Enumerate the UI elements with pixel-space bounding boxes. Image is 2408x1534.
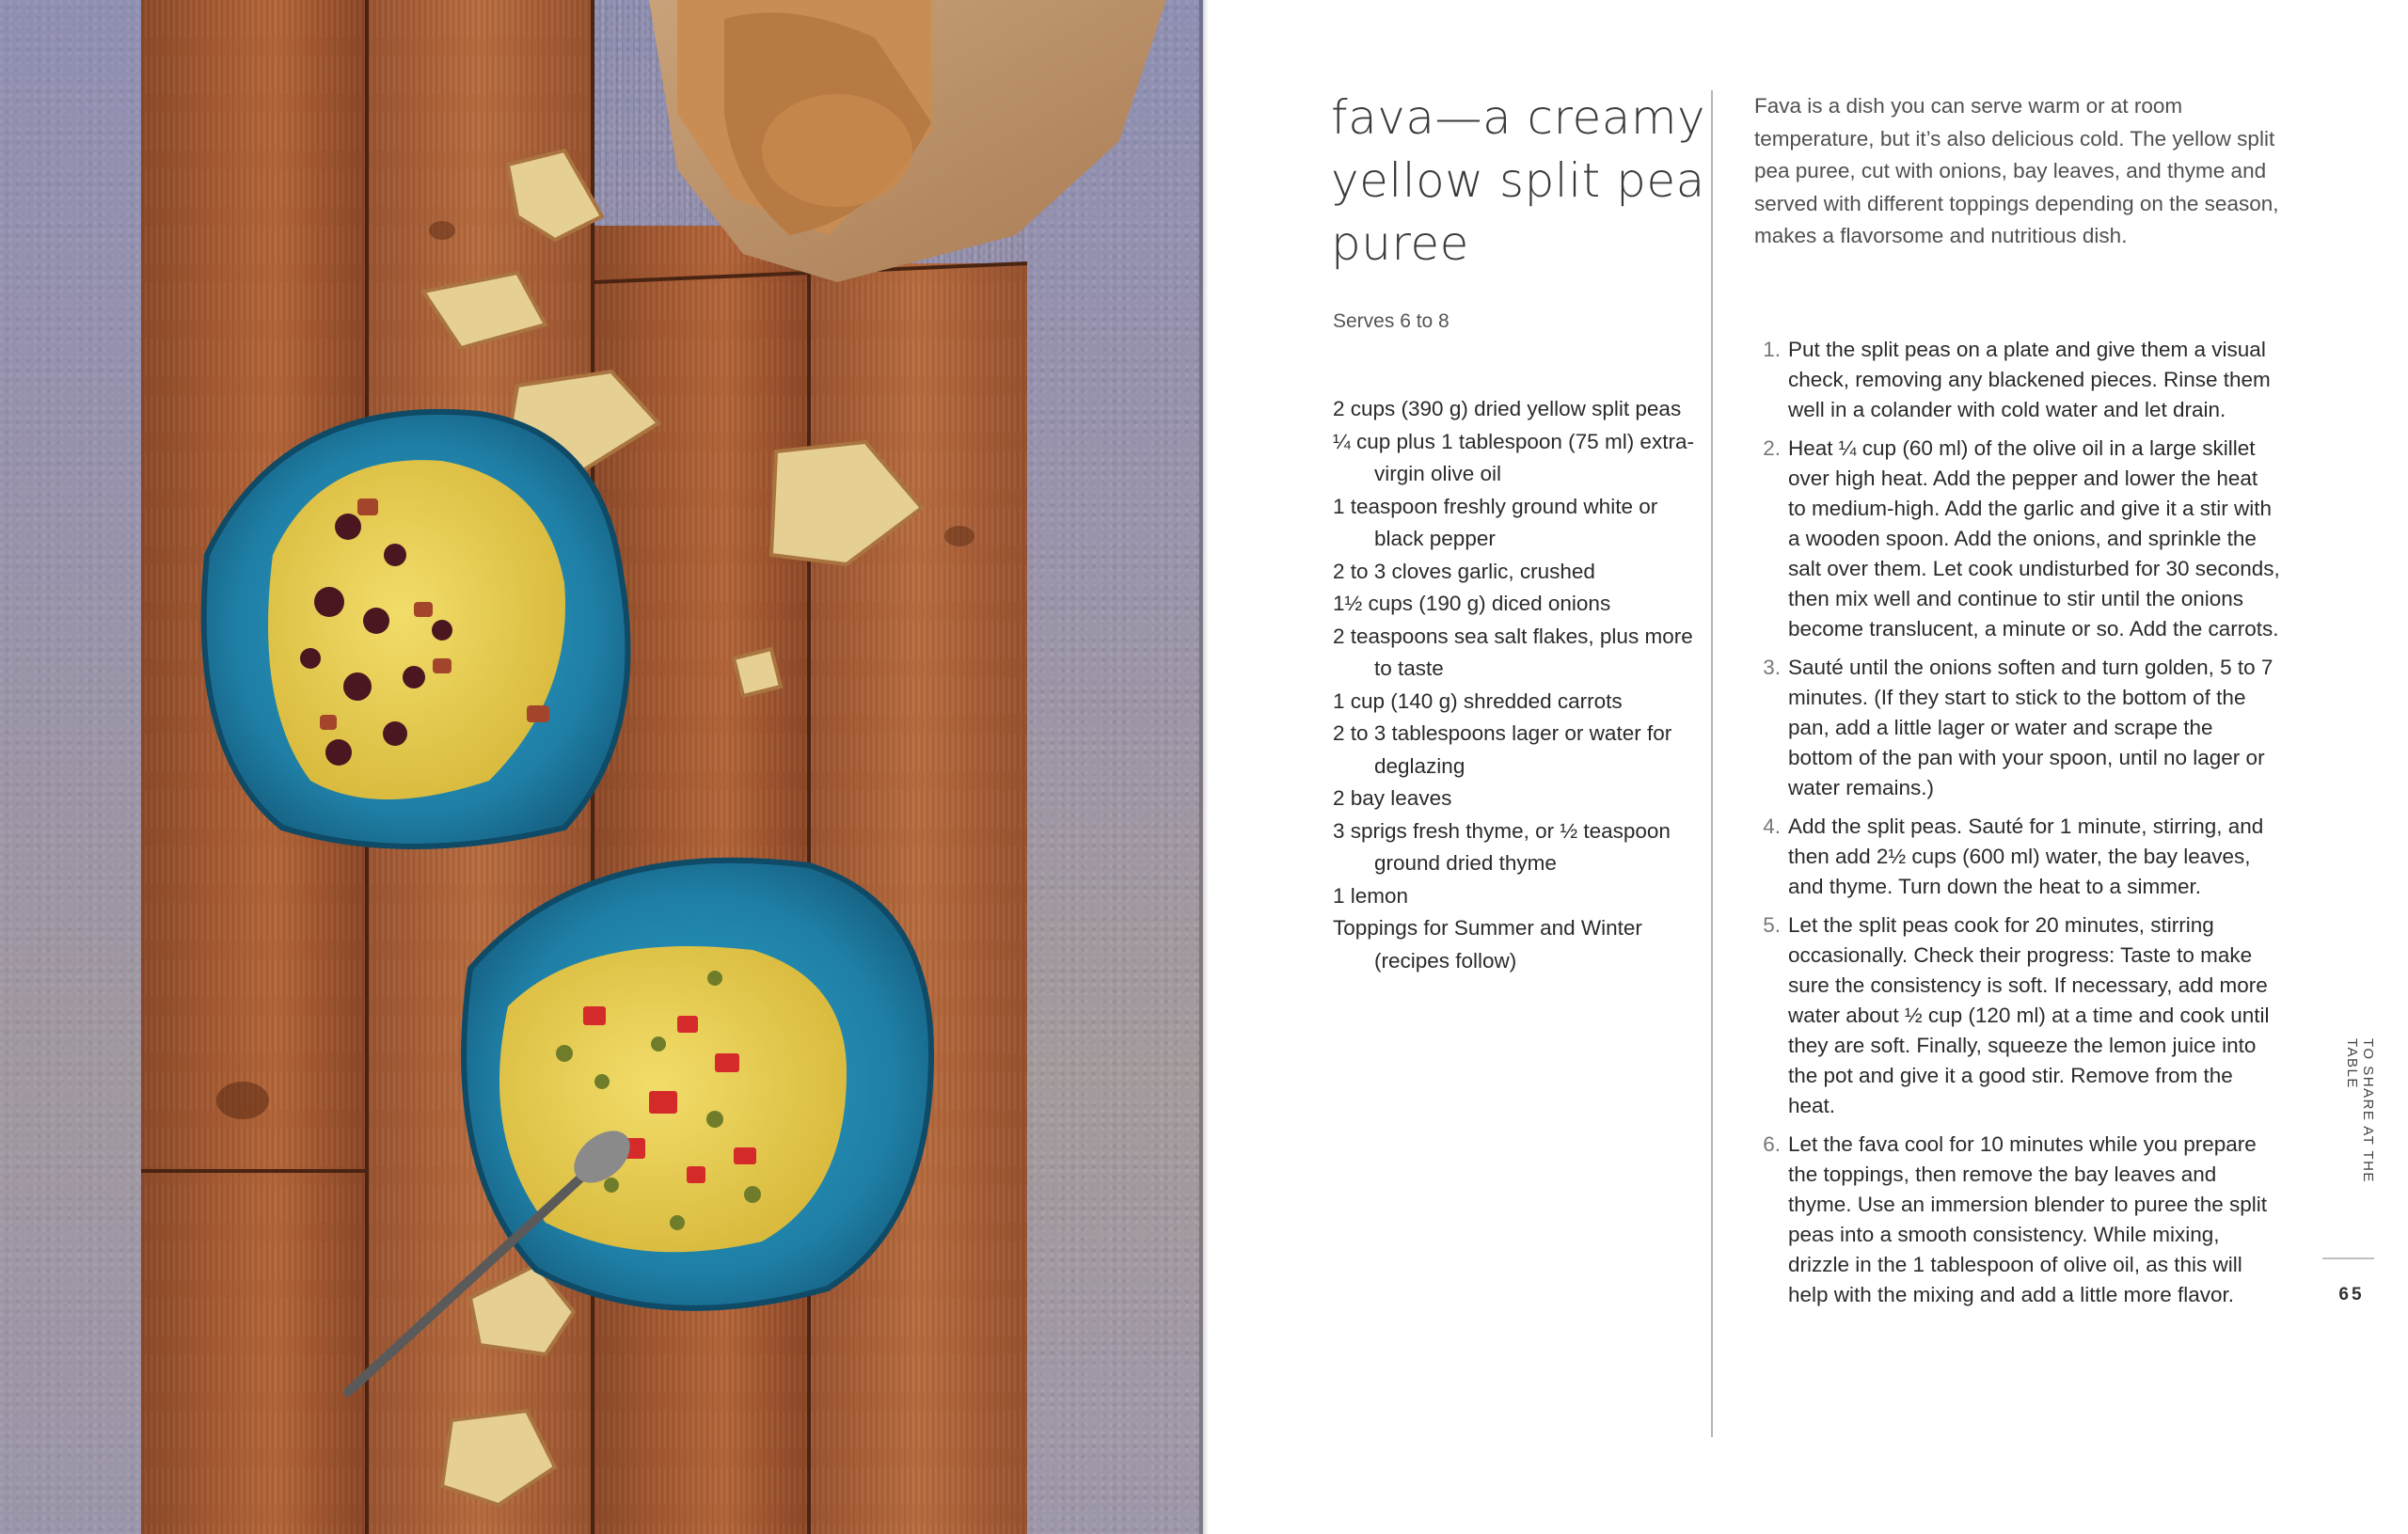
fava-photo (0, 0, 1203, 1534)
ingredients-list (1333, 393, 1700, 977)
method-step (1754, 434, 2281, 644)
ingredient-item: 3 sprigs fresh thyme, or ½ teaspoon ground dried thyme (1333, 818, 1671, 875)
ingredient-item: 2 teaspoons sea salt flakes, plus more to taste (1333, 624, 1693, 680)
step-text: Sauté until the onions soften and turn golden, 5 to 7 minutes. (If they start to stick to the bottom of the pan, add a little lager or water and scrape the bottom of the pan with your spoon, until no lager or water remains.) (1788, 656, 2273, 799)
step-text: Add the split peas. Sauté for 1 minute, stirring, and then add 2½ cups (600 ml) water, the bay leaves, and thyme. Turn down the heat to a simmer. (1788, 814, 2264, 898)
section-label: TO SHARE AT THE TABLE (2344, 1038, 2376, 1183)
ingredient-item: Toppings for Summer and Winter (recipes follow) (1333, 916, 1642, 973)
step-text: Let the fava cool for 10 minutes while you prepare the toppings, then remove the bay leaves and thyme. Use an immersion blender to puree the split peas into a smooth consistency. While mixing, drizzle in the 1 tablespoon of olive oil, as this will help with the mixing and add a little more flavor. (1788, 1132, 2267, 1306)
photo-illustration (0, 0, 1203, 1534)
method-steps (1754, 335, 2281, 1319)
method-step (1754, 1130, 2281, 1310)
ingredient-item: 2 cups (390 g) dried yellow split peas (1333, 397, 1682, 420)
step-number: 4. (1763, 814, 1781, 838)
method-step (1754, 910, 2281, 1121)
step-text: Put the split peas on a plate and give them a visual check, removing any blackened pieces. Rinse them well in a colander with cold water and let drain. (1788, 338, 2271, 421)
method-step (1754, 335, 2281, 425)
ingredient-item: 1 lemon (1333, 883, 1409, 908)
ingredient-item: 1 cup (140 g) shredded carrots (1333, 688, 1623, 713)
method-step (1754, 812, 2281, 902)
serves-note: Serves 6 to 8 (1333, 310, 1450, 332)
folio-rule (2322, 1257, 2374, 1259)
recipe-intro: Fava is a dish you can serve warm or at room temperature, but it’s also delicious cold. The yellow split pea puree, cut with onions, bay leaves, and thyme and served with different toppings depending on the season, makes a flavorsome and nutritious dish. (1754, 94, 2279, 247)
page-number: 65 (2338, 1285, 2365, 1305)
ingredient-item: 2 to 3 tablespoons lager or water for deglazing (1333, 721, 1672, 778)
recipe-title: fava—a creamy yellow split pea puree (1331, 90, 1706, 271)
step-text: Heat ¼ cup (60 ml) of the olive oil in a large skillet over high heat. Add the pepper and lower the heat to medium-high. Add the garlic and give it a stir with a wooden spoon. Add the onions, and sprinkle the salt over them. Let cook undisturbed for 30 seconds, then mix well and continue to stir until the onions become translucent, a minute or so. Add the carrots. (1788, 436, 2280, 640)
step-number: 2. (1763, 436, 1781, 460)
method-step (1754, 653, 2281, 803)
step-number: 1. (1763, 338, 1781, 361)
ingredient-item: 2 bay leaves (1333, 786, 1452, 810)
ingredient-item: ¼ cup plus 1 tablespoon (75 ml) extra-virgin olive oil (1333, 429, 1694, 485)
ingredient-item: 1½ cups (190 g) diced onions (1333, 592, 1611, 615)
step-number: 6. (1763, 1132, 1781, 1156)
ingredient-item: 2 to 3 cloves garlic, crushed (1333, 559, 1595, 583)
column-divider (1711, 90, 1713, 1437)
step-number: 5. (1763, 913, 1781, 937)
book-gutter (1199, 0, 1209, 1534)
ingredient-item: 1 teaspoon freshly ground white or black pepper (1333, 494, 1658, 550)
bowl-winter (204, 412, 628, 846)
bowl-summer (464, 861, 931, 1308)
step-number: 3. (1763, 656, 1781, 679)
step-text: Let the split peas cook for 20 minutes, stirring occasionally. Check their progress: Taste to make sure the consistency is soft. If necessary, add more water about ½ cup (120 ml) at a time and cook until they are soft. Finally, squeeze the lemon juice into the pot and give it a good stir. Remove from the heat. (1788, 913, 2270, 1117)
